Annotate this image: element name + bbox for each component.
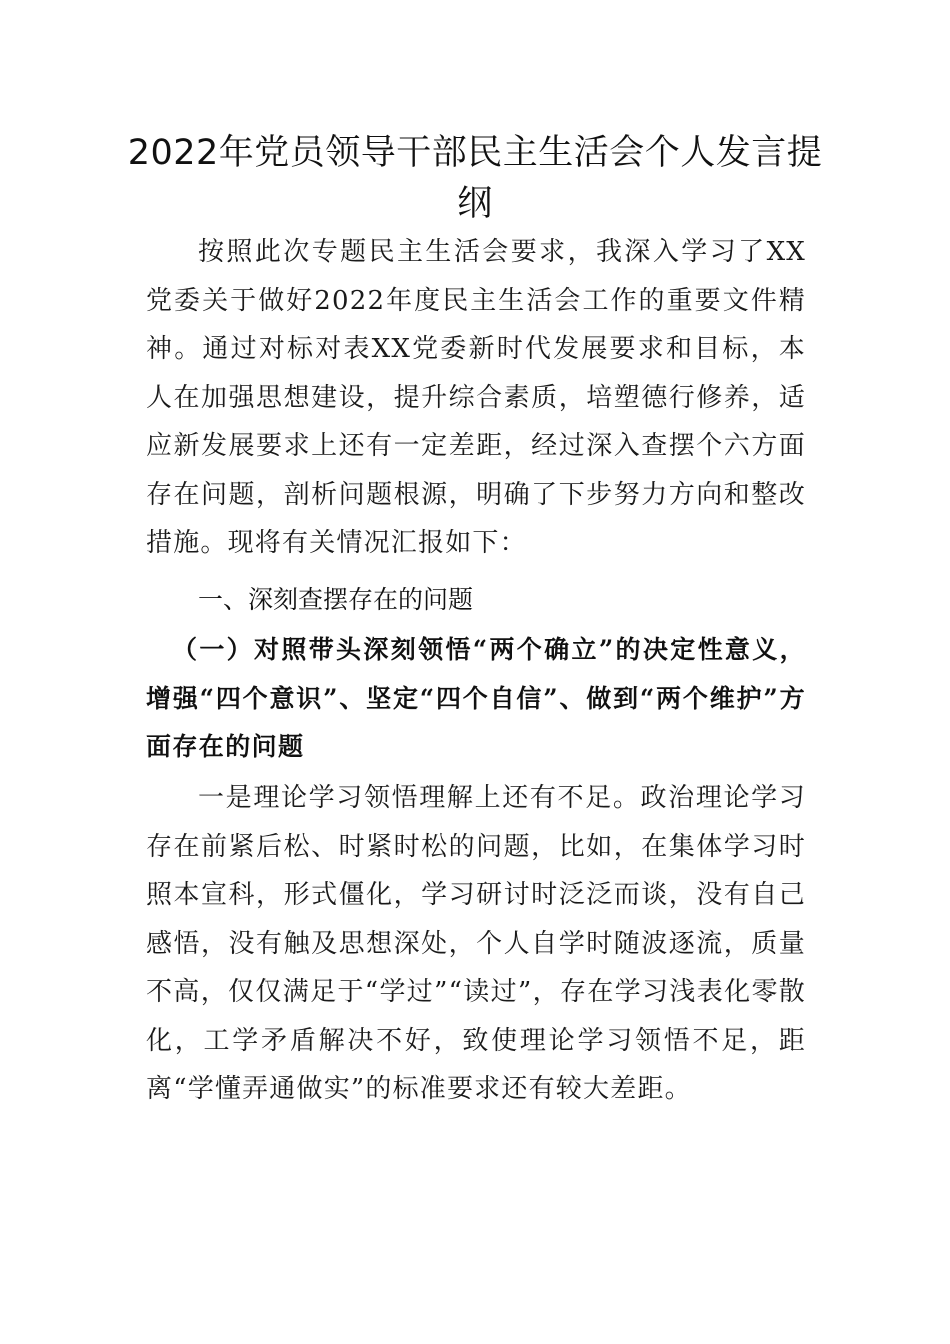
body-paragraph-1: 一是理论学习领悟理解上还有不足。政治理论学习存在前紧后松、时紧时松的问题，比如，在集体学习时照本宣科，形式僵化，学习研讨时泛泛而谈，没有自己感悟，没有触及思想深处，个人自学时随波逐流，质量不高，仅仅满足于“学过”“读过”，存在学习浅表化零散化，工学矛盾解决不好，致使理论学习领悟不足，距离“学懂弄通做实”的标准要求还有较大差距。 — [146, 783, 806, 1104]
document-title: 2022年党员领导干部民主生活会个人发言提纲 — [127, 133, 823, 224]
section-heading-1: 一、深刻查摆存在的问题 — [198, 585, 474, 614]
subsection-heading-1: （一）对照带头深刻领悟“两个确立”的决定性意义，增强“四个意识”、坚定“四个自信”、做到“两个维护”方面存在的问题 — [146, 635, 806, 761]
intro-paragraph: 按照此次专题民主生活会要求，我深入学习了XX党委关于做好2022年度民主生活会工作的重要文件精神。通过对标对表XX党委新时代发展要求和目标，本人在加强思想建设，提升综合素质，培塑德行修养，适应新发展要求上还有一定差距，经过深入查摆个六方面存在问题，剖析问题根源，明确了下步努力方向和整改措施。现将有关情况汇报如下： — [146, 237, 806, 558]
